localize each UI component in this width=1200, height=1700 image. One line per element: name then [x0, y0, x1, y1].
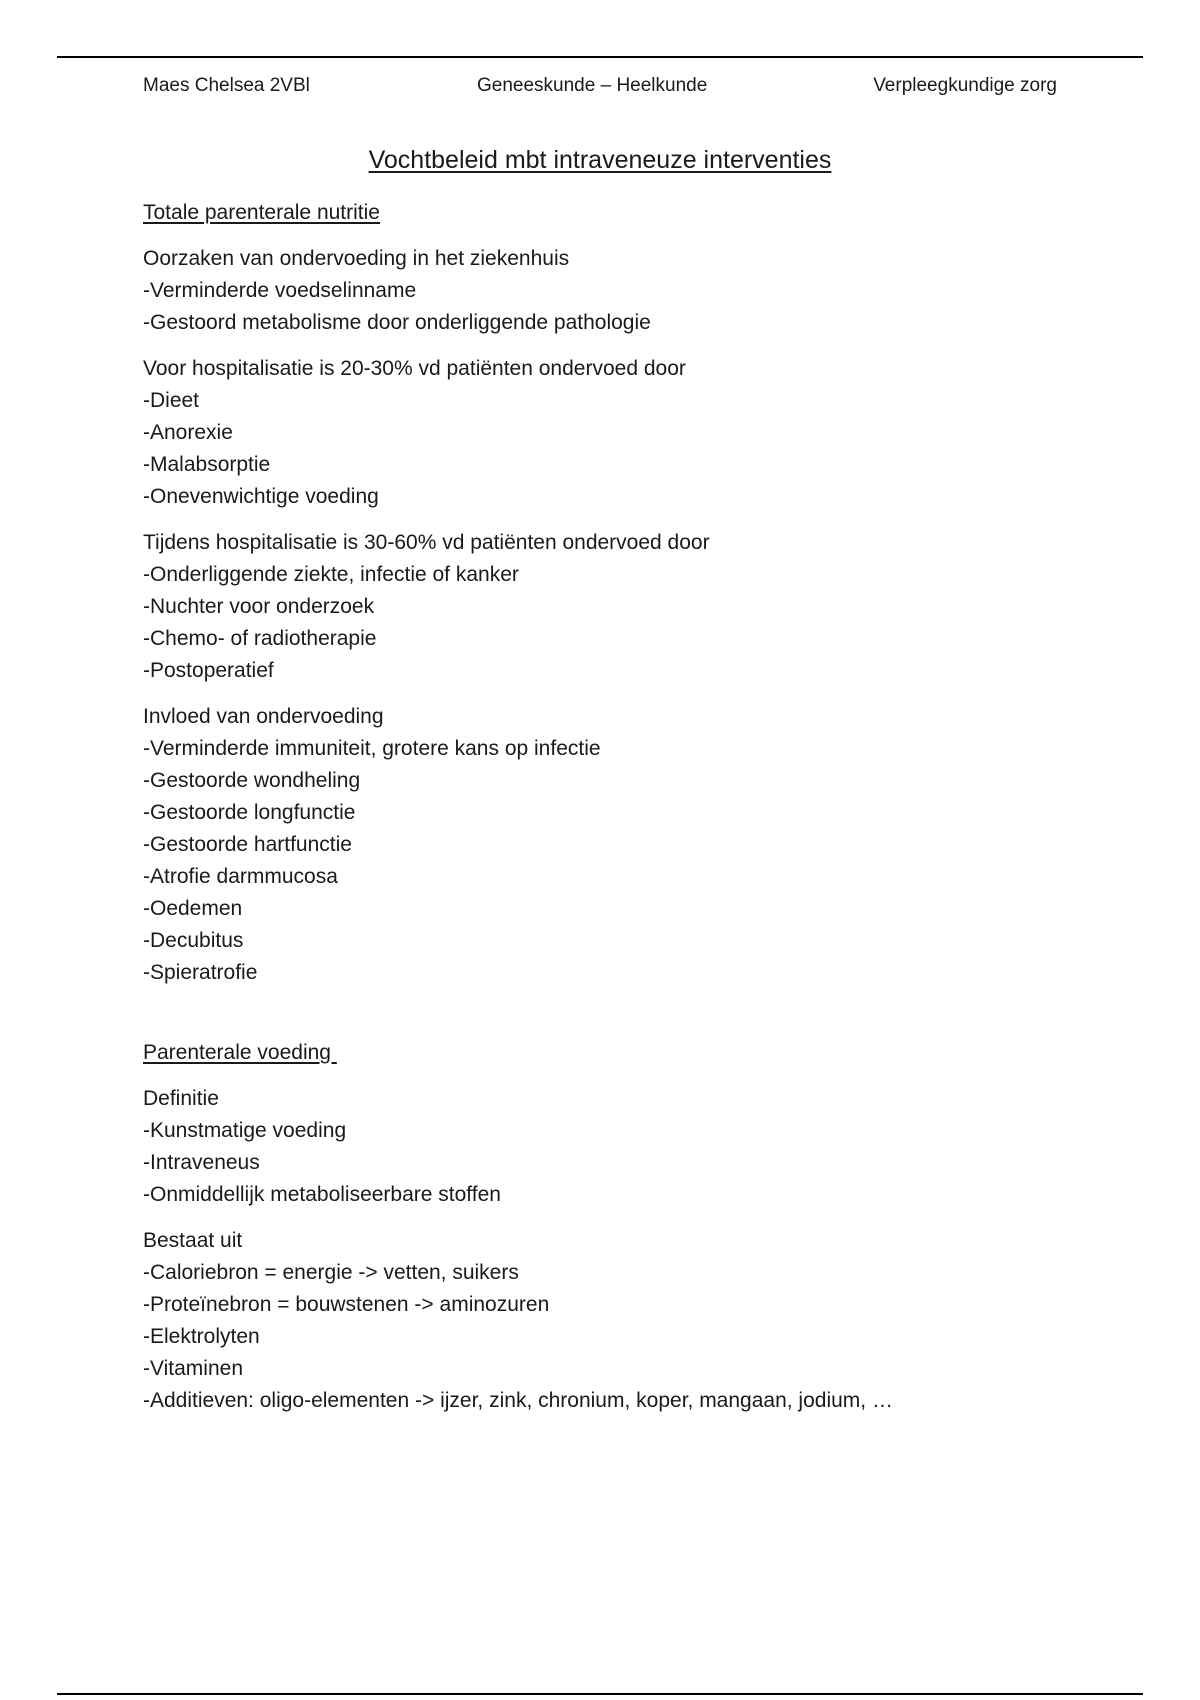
- list-item: -Gestoorde hartfunctie: [143, 833, 352, 856]
- list-item: -Kunstmatige voeding: [143, 1119, 347, 1142]
- header-subject: Geneeskunde – Heelkunde: [477, 75, 708, 96]
- section-heading: Totale parenterale nutritie: [143, 201, 380, 224]
- list-item: -Onevenwichtige voeding: [143, 485, 379, 508]
- text-block: [143, 1225, 1103, 1417]
- list-item: -Decubitus: [143, 929, 244, 952]
- list-item: -Verminderde immuniteit, grotere kans op infectie: [143, 737, 601, 760]
- text-block: [143, 353, 1103, 513]
- list-item: -Gestoord metabolisme door onderliggende pathologie: [143, 311, 651, 334]
- list-item: -Proteïnebron = bouwstenen -> aminozuren: [143, 1293, 550, 1316]
- section-heading: Parenterale voeding: [143, 1041, 337, 1064]
- document-body: [143, 197, 1103, 1417]
- list-item: -Postoperatief: [143, 659, 274, 682]
- list-item: -Nuchter voor onderzoek: [143, 595, 375, 618]
- block-intro: Voor hospitalisatie is 20-30% vd patiënten ondervoed door: [143, 357, 686, 380]
- list-item: -Additieven: oligo-elementen -> ijzer, zink, chronium, koper, mangaan, jodium, …: [143, 1389, 893, 1412]
- page-header: [143, 75, 1057, 101]
- list-item: -Caloriebron = energie -> vetten, suikers: [143, 1261, 519, 1284]
- block-intro: Tijdens hospitalisatie is 30-60% vd patiënten ondervoed door: [143, 531, 710, 554]
- list-item: -Oedemen: [143, 897, 243, 920]
- block-intro: Oorzaken van ondervoeding in het ziekenhuis: [143, 247, 570, 270]
- header-rule: [57, 56, 1143, 58]
- block-intro: Definitie: [143, 1087, 219, 1110]
- list-item: -Anorexie: [143, 421, 233, 444]
- list-item: -Malabsorptie: [143, 453, 271, 476]
- text-block: [143, 1083, 1103, 1211]
- text-block: [143, 701, 1103, 989]
- header-author: Maes Chelsea 2VBl: [143, 75, 310, 96]
- list-item: -Vitaminen: [143, 1357, 243, 1380]
- text-block: [143, 243, 1103, 339]
- text-block: [143, 527, 1103, 687]
- list-item: -Intraveneus: [143, 1151, 260, 1174]
- list-item: -Onderliggende ziekte, infectie of kanker: [143, 563, 519, 586]
- list-item: -Spieratrofie: [143, 961, 258, 984]
- section-parenterale-voeding: [143, 1037, 1103, 1417]
- block-intro: Invloed van ondervoeding: [143, 705, 384, 728]
- list-item: -Verminderde voedselinname: [143, 279, 417, 302]
- list-item: -Dieet: [143, 389, 200, 412]
- list-item: -Onmiddellijk metaboliseerbare stoffen: [143, 1183, 501, 1206]
- block-intro: Bestaat uit: [143, 1229, 243, 1252]
- list-item: -Chemo- of radiotherapie: [143, 627, 377, 650]
- list-item: -Elektrolyten: [143, 1325, 260, 1348]
- list-item: -Gestoorde longfunctie: [143, 801, 356, 824]
- header-course: Verpleegkundige zorg: [873, 75, 1057, 96]
- footer-rule: [57, 1693, 1143, 1695]
- list-item: -Gestoorde wondheling: [143, 769, 361, 792]
- section-totale-parenterale-nutritie: [143, 197, 1103, 989]
- document-title: Vochtbeleid mbt intraveneuze interventies: [368, 146, 832, 174]
- list-item: -Atrofie darmmucosa: [143, 865, 338, 888]
